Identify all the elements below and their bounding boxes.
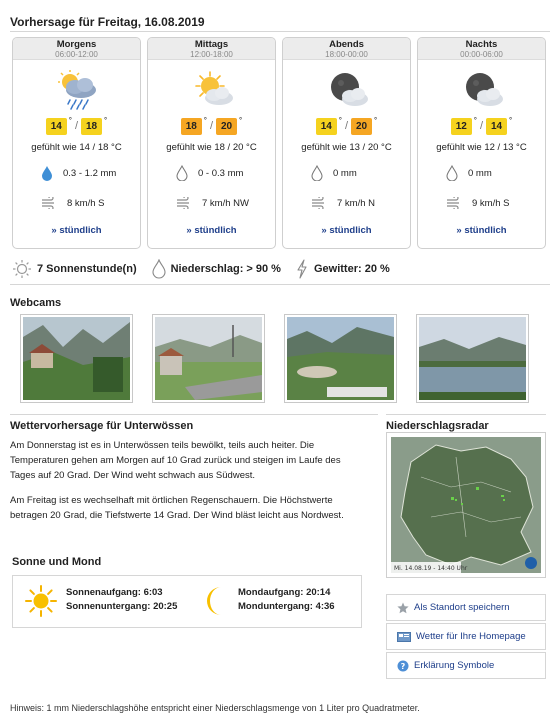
felt-temperature: gefühlt wie 12 / 13 °C [436,142,527,153]
sunset-time: Sonnenuntergang: 20:25 [66,601,178,612]
webcam-thumbnail-3[interactable] [284,314,397,403]
temp-max-badge: 14 [486,118,507,135]
precipitation-amount: 0 - 0.3 mm [198,167,244,179]
forecast-paragraph-2: Am Freitag ist es wechselhaft mit örtlichen Regenschauern. Die Höchstwerte betragen 20 Grad, die Tiefstwerte 14 Grad. Der Wind bläst leicht aus Nordwest. [10,495,344,521]
period-name: Morgens [56,39,97,50]
temp-separator: / [74,120,79,132]
precipitation-amount: 0 mm [333,167,357,179]
precipitation-amount: 0 mm [468,167,492,179]
temp-min-badge: 12 [451,118,472,135]
sun-moon-box [12,575,362,628]
raindrop-outline-icon [176,165,188,181]
temp-min-badge: 14 [316,118,337,135]
precipitation-row [446,165,492,181]
felt-temperature: gefühlt wie 14 / 18 °C [31,142,122,153]
forecast-heading: Wettervorhersage für Unterwössen [10,420,194,432]
period-time: 18:00-00:00 [325,50,368,59]
sun-cloud-icon [190,70,236,110]
period-card-nachts [417,37,546,249]
period-header [13,38,140,60]
forecast-paragraph-1: Am Donnerstag ist es in Unterwössen teils bewölkt, teils auch heiter. Die Temperaturen gehen am Morgen auf 10 Grad zurück und steigen im Laufe des Tages auf 20 Grad. Der Wind weht schwach aus Südwest. [10,440,341,481]
hourly-link[interactable]: » stündlich [186,225,237,236]
webcam-thumbnail-1[interactable] [20,314,133,403]
degree-symbol: ° [104,116,108,125]
raindrop-filled-icon [41,165,53,181]
moon-cloud-icon [460,70,506,110]
temp-separator: / [479,120,484,132]
period-card-mittags [147,37,276,249]
hourly-link[interactable]: » stündlich [321,225,372,236]
webcam-image [287,317,394,400]
period-header [283,38,410,60]
temp-separator: / [209,120,214,132]
sunshine-hours-label: 7 Sonnenstunde(n) [37,263,137,275]
degree-symbol: ° [68,116,72,125]
raindrop-outline-icon [446,165,458,181]
period-time: 06:00-12:00 [55,50,98,59]
precipitation-row [176,165,243,181]
felt-temperature: gefühlt wie 13 / 20 °C [301,142,392,153]
precipitation-probability [152,259,281,279]
degree-symbol: ° [239,116,243,125]
sunrise-time: Sonnenaufgang: 6:03 [66,587,163,598]
webcam-list [20,314,529,403]
webcam-thumbnail-4[interactable] [416,314,529,403]
sun-outline-icon [12,259,32,279]
webcam-image [419,317,526,400]
degree-symbol: ° [509,116,513,125]
thunderstorm-probability [295,259,390,279]
sunshine-hours [12,259,137,279]
radar-heading: Niederschlagsradar [386,420,489,432]
moonrise-time: Mondaufgang: 20:14 [238,587,331,598]
section-divider [10,414,378,415]
thunderstorm-probability-label: Gewitter: 20 % [313,263,390,275]
temp-separator: / [344,120,349,132]
wind-row [311,197,375,209]
radar-map [391,437,541,573]
symbol-explanation-label: Erklärung Symbole [414,660,495,671]
moon-cloud-icon [325,70,371,110]
wind-row [41,197,105,209]
raindrop-outline-icon [311,165,323,181]
hourly-link[interactable]: » stündlich [51,225,102,236]
temperature-range [418,118,545,135]
temp-min-badge: 18 [181,118,202,135]
moon-icon [203,585,229,617]
degree-symbol: ° [473,116,477,125]
webcams-heading: Webcams [10,297,62,309]
forecast-periods [12,37,546,249]
lightning-icon [295,259,309,279]
homepage-widget-label: Wetter für Ihre Homepage [416,631,526,642]
rain-shower-sun-icon [55,70,101,110]
sun-icon [25,585,57,617]
widget-icon [397,632,411,642]
temp-max-badge: 18 [81,118,102,135]
sunmoon-heading: Sonne und Mond [12,556,102,568]
temp-max-badge: 20 [351,118,372,135]
degree-symbol: ° [203,116,207,125]
section-divider [10,284,550,285]
wind-speed: 8 km/h S [67,197,105,209]
webcam-thumbnail-2[interactable] [152,314,265,403]
radar-timestamp: Mi. 14.08.19 - 14:40 Uhr [394,565,468,572]
period-name: Mittags [194,39,229,50]
period-time: 12:00-18:00 [190,50,233,59]
precipitation-row [41,165,116,181]
footer-note: Hinweis: 1 mm Niederschlagshöhe entspricht einer Niederschlagsmenge von 1 Liter pro Quadratmeter. [10,703,420,713]
precipitation-radar[interactable] [386,432,546,578]
wind-row [176,197,249,209]
precipitation-probability-label: Niederschlag: > 90 % [170,263,281,275]
period-card-morgens [12,37,141,249]
help-icon [397,660,409,672]
temp-min-badge: 14 [46,118,67,135]
star-icon [397,602,409,614]
raindrop-outline-icon [152,259,166,279]
period-header [148,38,275,60]
period-time: 00:00-06:00 [460,50,503,59]
homepage-widget-link[interactable] [386,623,546,650]
title-divider [10,31,550,32]
period-name: Abends [329,39,364,50]
period-card-abends [282,37,411,249]
symbol-explanation-link[interactable] [386,652,546,679]
webcam-image [155,317,262,400]
page-title: Vorhersage für Freitag, 16.08.2019 [10,15,205,29]
degree-symbol: ° [338,116,342,125]
precipitation-row [311,165,357,181]
wind-speed: 7 km/h N [337,197,376,209]
save-location-link[interactable] [386,594,546,621]
svg-text:?: ? [400,661,406,671]
degree-symbol: ° [374,116,378,125]
moonset-time: Monduntergang: 4:36 [238,601,335,612]
precipitation-amount: 0.3 - 1.2 mm [63,167,117,179]
wind-icon [446,197,462,209]
period-header [418,38,545,60]
temp-max-badge: 20 [216,118,237,135]
wind-speed: 7 km/h NW [202,197,249,209]
temperature-range [13,118,140,135]
felt-temperature: gefühlt wie 18 / 20 °C [166,142,257,153]
period-name: Nachts [465,39,498,50]
wind-row [446,197,510,209]
wind-icon [176,197,192,209]
save-location-label: Als Standort speichern [414,602,510,613]
section-divider [386,414,546,415]
webcam-image [23,317,130,400]
temperature-range [148,118,275,135]
wind-icon [41,197,57,209]
wind-icon [311,197,327,209]
hourly-link[interactable]: » stündlich [456,225,507,236]
wind-speed: 9 km/h S [472,197,510,209]
temperature-range [283,118,410,135]
day-summary [12,259,390,279]
